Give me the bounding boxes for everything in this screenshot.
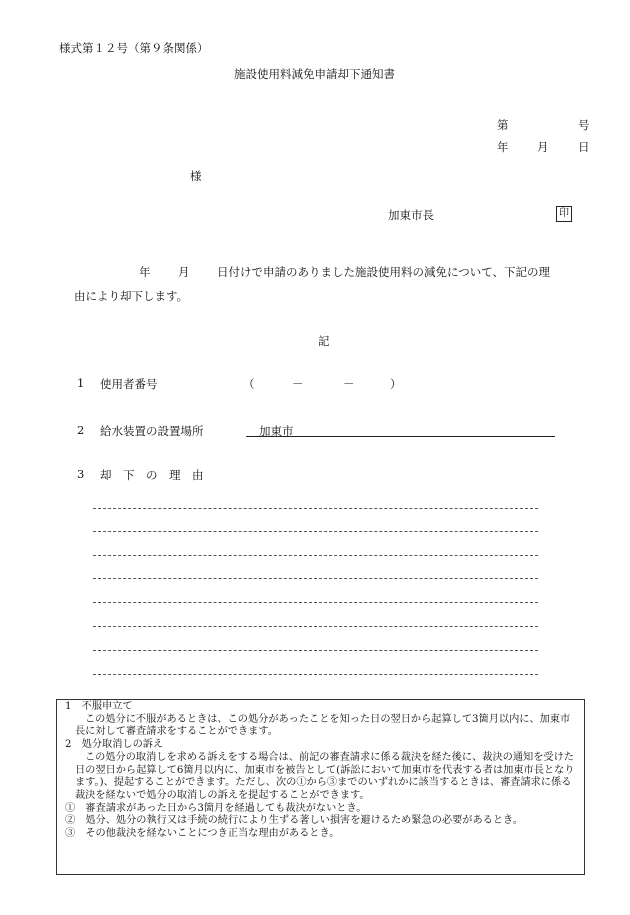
reason-line [93, 531, 538, 532]
body-line-2: 由により却下します。 [74, 289, 189, 303]
item-2-underline [246, 436, 555, 437]
item-3-number: 3 [77, 467, 85, 481]
note-condition-1: ① 審査請求があった日から3箇月を経過しても裁決がないとき。 [65, 802, 367, 814]
note-paragraph-1: この処分に不服があるときは、この処分があったことを知った日の翌日から起算して3箇月以内に、加東市長に対して審査請求をすることができます。 [75, 713, 571, 738]
reason-line [93, 508, 538, 509]
note-heading-1: 1 不服申立て [65, 701, 133, 712]
item-3-label: 却 下 の 理 由 [100, 468, 204, 482]
item-1-dash-1: － [292, 377, 304, 391]
note-heading-2: 2 処分取消しの訴え [65, 739, 164, 751]
item-2-number: 2 [77, 423, 85, 437]
item-1-open-paren: （ [243, 377, 255, 391]
body-line-1: 日付けで申請のありました施設使用料の減免について、下記の理 [217, 265, 551, 279]
item-1-label: 使用者番号 [100, 377, 158, 391]
addressee-suffix: 様 [190, 169, 202, 183]
note-paragraph-2: この処分の取消しを求める訴えをする場合は、前記の審査請求に係る裁決を経た後に、裁決の通知を受けた日の翌日から起算して6箇月以内に、加東市を被告として(訴訟において加東市を代表する者は加東市長となります。)、提起することができます。ただし、次の①から③までのいずれかに該当するときは、審査請求に係る裁決を経ないで処分の取消しの訴えを提起することができます。 [75, 751, 575, 801]
reason-line [93, 555, 538, 556]
form-number: 様式第１２号（第９条関係） [59, 41, 209, 55]
body-year: 年 [139, 265, 151, 279]
number-prefix: 第 [497, 118, 509, 132]
reason-line [93, 626, 538, 627]
seal-mark: 印 [556, 206, 572, 222]
reason-line [93, 674, 538, 675]
item-2-value: 加東市 [259, 424, 294, 438]
reason-line [93, 578, 538, 579]
issuer-name: 加東市長 [388, 208, 434, 222]
date-day: 日 [578, 140, 590, 154]
item-1-number: 1 [77, 376, 85, 390]
reason-line [93, 650, 538, 651]
date-year: 年 [497, 140, 509, 154]
date-month: 月 [537, 140, 549, 154]
ki-heading: 記 [318, 334, 330, 348]
item-1-dash-2: － [343, 377, 355, 391]
body-month: 月 [178, 265, 190, 279]
number-suffix: 号 [578, 118, 590, 132]
note-condition-3: ③ その他裁決を経ないことにつき正当な理由があるとき。 [65, 828, 340, 840]
note-condition-2: ② 処分、処分の執行又は手続の続行により生ずる著しい損害を避けるため緊急の必要があるとき。 [65, 815, 524, 827]
reason-line [93, 602, 538, 603]
item-2-label: 給水装置の設置場所 [100, 424, 204, 438]
document-title: 施設使用料減免申請却下通知書 [234, 67, 395, 81]
appeal-notice-box [56, 699, 585, 875]
item-1-close-paren: ） [390, 377, 402, 391]
